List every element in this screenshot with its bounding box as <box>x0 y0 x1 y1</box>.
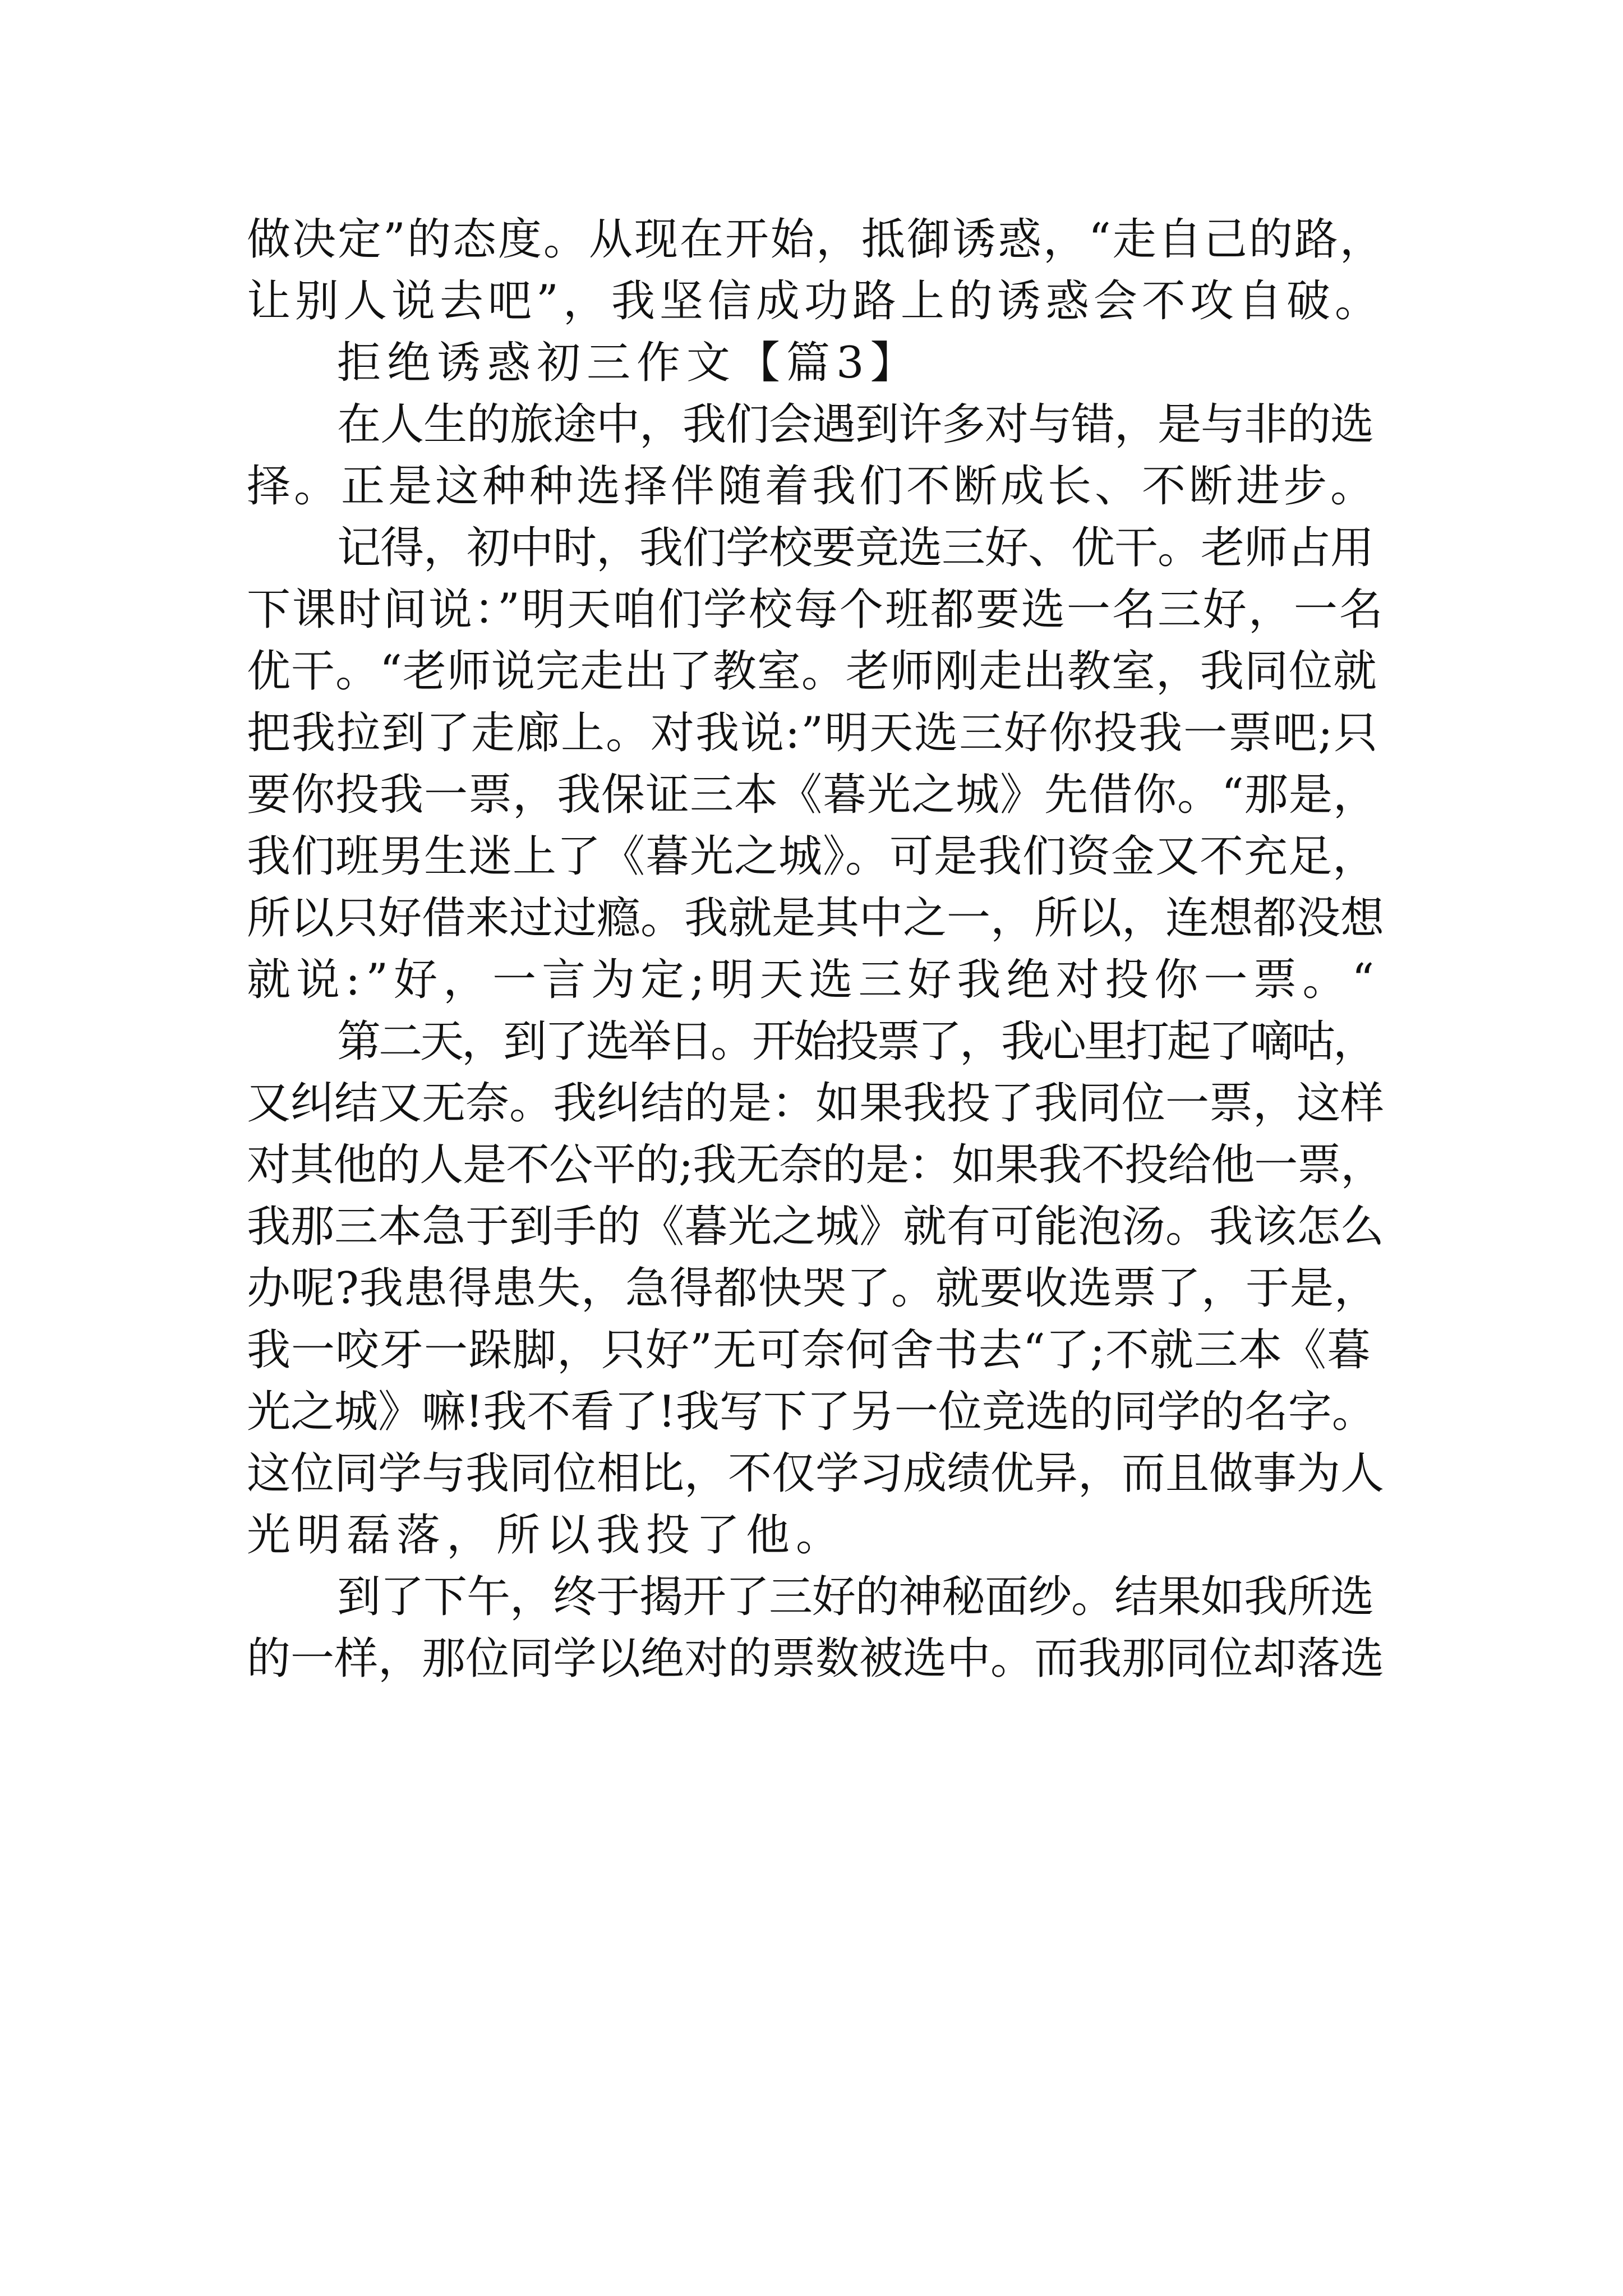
text-line: 我那三本急于到手的《暮光之城》就有可能泡汤。我该怎么 <box>247 1202 1385 1252</box>
text-line: 做决定”的态度。从现在开始，抵御诱惑，“走自己的路， <box>247 214 1385 265</box>
text-line: 又纠结又无奈。我纠结的是：如果我投了我同位一票，这样 <box>247 1078 1385 1129</box>
text-line: 拒绝诱惑初三作文【篇3】 <box>337 338 920 388</box>
text-line: 对其他的人是不公平的;我无奈的是：如果我不投给他一票， <box>247 1140 1384 1190</box>
text-line: 我们班男生迷上了《暮光之城》。可是我们资金又不充足， <box>247 831 1377 882</box>
text-line: 要你投我一票，我保证三本《暮光之城》先借你。“那是， <box>247 770 1377 820</box>
text-line: 把我拉到了走廊上。对我说:”明天选三好你投我一票吧;只 <box>247 708 1379 758</box>
text-line: 下课时间说：”明天咱们学校每个班都要选一名三好，一名 <box>247 585 1385 635</box>
text-line: 择。正是这种种选择伴随着我们不断成长、不断进步。 <box>247 461 1378 512</box>
text-line: 的一样，那位同学以绝对的票数被选中。而我那同位却落选 <box>247 1634 1385 1684</box>
text-line: 第二天，到了选举日。开始投票了，我心里打起了嘀咕， <box>337 1016 1375 1067</box>
text-line: 光之城》嘛!我不看了!我写下了另一位竞选的同学的名字。 <box>247 1387 1376 1437</box>
text-line: 到了下午，终于揭开了三好的神秘面纱。结果如我所选 <box>337 1572 1374 1622</box>
text-line: 所以只好借来过过瘾。我就是其中之一，所以，连想都没想 <box>247 893 1385 944</box>
text-line: 在人生的旅途中，我们会遇到许多对与错，是与非的选 <box>337 399 1374 450</box>
text-line: 优干。“老师说完走出了教室。老师刚走出教室，我同位就 <box>247 646 1377 697</box>
document-body <box>247 209 1385 1690</box>
text-line: 办呢?我患得患失，急得都快哭了。就要收选票了，于是， <box>247 1263 1378 1314</box>
text-line: 我一咬牙一跺脚，只好”无可奈何舍书去“了;不就三本《暮 <box>247 1325 1372 1375</box>
text-line: 就说:”好，一言为定;明天选三好我绝对投你一票。“ <box>247 955 1380 1005</box>
text-line: 光明磊落，所以我投了他。 <box>247 1510 846 1561</box>
text-line: 让别人说去吧”，我坚信成功路上的诱惑会不攻自破。 <box>247 276 1383 326</box>
text-line: 这位同学与我同位相比，不仅学习成绩优异，而且做事为人 <box>247 1448 1385 1499</box>
text-line: 记得，初中时，我们学校要竞选三好、优干。老师占用 <box>337 523 1374 573</box>
